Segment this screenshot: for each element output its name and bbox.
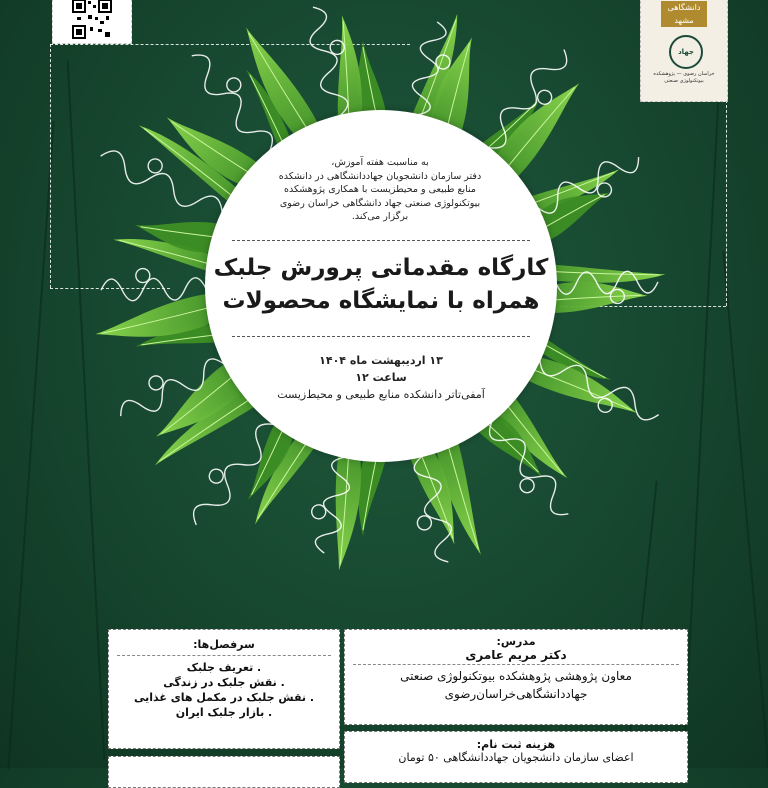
intro-line: به مناسبت هفته آموزش،: [331, 157, 429, 168]
intro-line: دفتر سازمان دانشجویان جهاددانشگاهی در دانشکده: [278, 170, 482, 182]
instructor-divider: [353, 664, 679, 665]
seaweed-outline-bubble: [517, 476, 537, 496]
topics-divider: [117, 655, 331, 656]
topics-heading: سرفصل‌ها:: [193, 638, 255, 651]
topic-item: . نقش جلبک در مکمل های غذایی: [133, 691, 315, 704]
instructor-role: معاون پژوهشی پژوهشکده بیوتکنولوژی صنعتی: [400, 669, 632, 683]
logo-caption: خراسان رضوی — پژوهشکده بیوتکنولوژی صنعتی: [653, 71, 715, 84]
topic-item: . بازار جلبک ایران: [175, 706, 273, 719]
fee-line: اعضای سازمان دانشجویان جهاددانشگاهی ۵۰ تومان: [398, 751, 634, 764]
event-date: ۱۳ اردیبهشت ماه ۱۴۰۴: [319, 354, 443, 367]
instructor-panel: [344, 629, 688, 725]
intro-line: منابع طبیعی و محیطزیست با همکاری پژوهشکده: [284, 184, 476, 195]
seaweed-outline-bubble: [136, 268, 150, 282]
topics-panel: [108, 629, 340, 749]
workshop-title: [205, 252, 557, 318]
event-details: [235, 352, 527, 403]
instructor-affiliation: جهاددانشگاهی‌خراسان‌رضوی: [444, 687, 588, 701]
seaweed-outline-bubble: [146, 157, 165, 176]
event-place: آمفی‌تاتر دانشکده منابع طبیعی و محیط‌زیست: [277, 388, 485, 401]
lower-left-panel: [108, 756, 340, 788]
fee-heading: هزینه ثبت نام:: [476, 738, 556, 751]
seaweed-outline-bubble: [206, 466, 226, 486]
topic-item: . نقش جلبک در زندگی: [163, 676, 285, 689]
logo-emblem-icon: جهاد: [669, 35, 703, 69]
fee-panel: [344, 731, 688, 783]
topic-item: . تعریف جلبک: [186, 661, 262, 674]
seaweed-outline-bubble: [224, 75, 244, 95]
intro-line: بیوتکنولوژی صنعتی جهاد دانشگاهی خراسان رضوی: [279, 197, 481, 209]
logo-banner: دانشگاهی مشهد: [661, 1, 707, 27]
circle-divider-top: [232, 240, 530, 241]
dashed-guide-right: [726, 100, 727, 306]
event-time: ساعت ۱۲: [355, 371, 407, 384]
title-line-2: همراه با نمایشگاه محصولات: [222, 288, 540, 314]
intro-text: [255, 156, 505, 224]
dashed-guide-left: [50, 44, 51, 288]
instructor-name: دکتر مریم عامری: [465, 648, 567, 662]
circle-divider-bottom: [232, 336, 530, 337]
instructor-heading: مدرس:: [496, 635, 536, 648]
intro-line: برگزار می‌کند.: [351, 211, 409, 222]
title-line-1: کارگاه مقدماتی پرورش جلبک: [213, 255, 549, 281]
